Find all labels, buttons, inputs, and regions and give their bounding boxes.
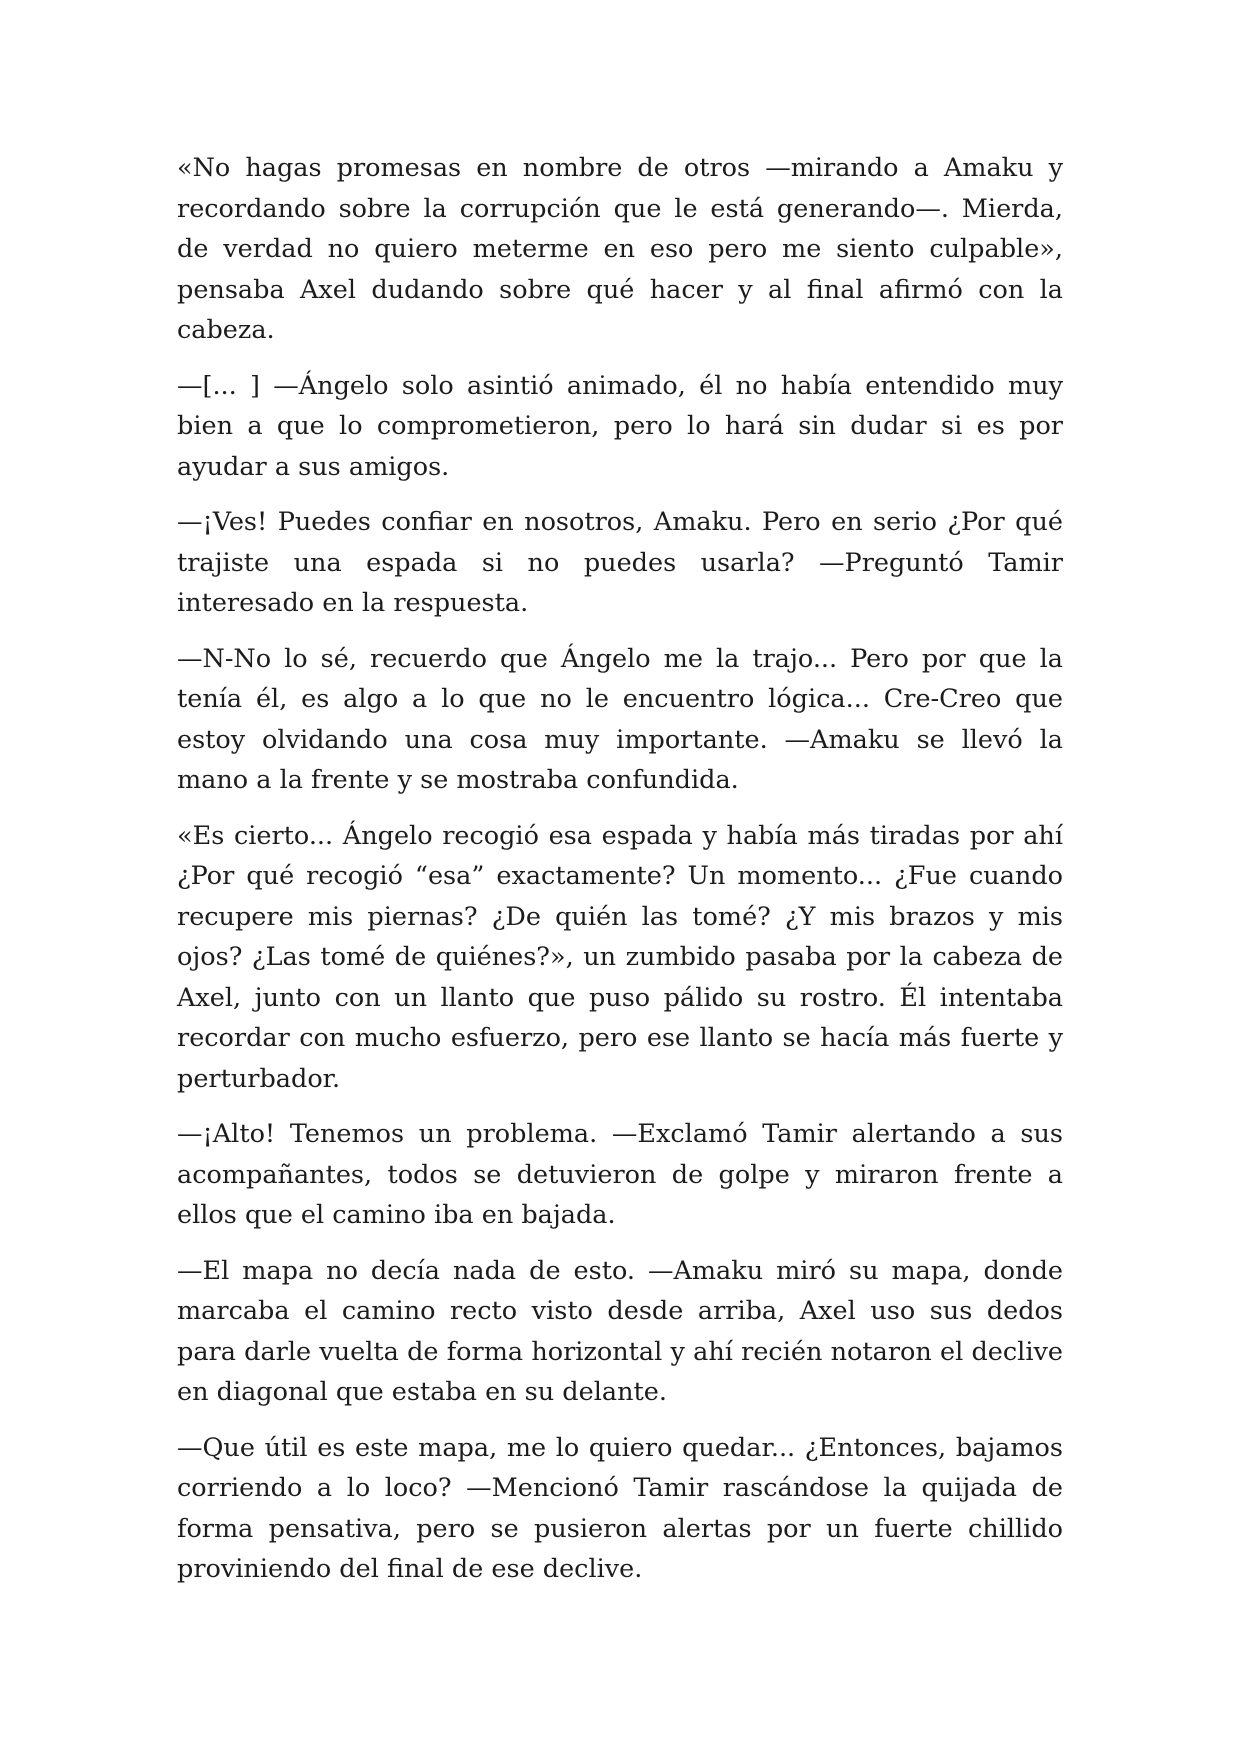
paragraph: «Es cierto... Ángelo recogió esa espada y había más tiradas por ahí ¿Por qué recogió “esa” exactamente? Un momento... ¿Fue cuando recupere mis piernas? ¿De quién las tomé? ¿Y mis brazos y mis ojos? ¿Las tomé de quiénes?», un zumbido pasaba por la cabeza de Axel, junto con un llanto que puso pálido su rostro. Él intentaba recordar con mucho esfuerzo, pero ese llanto se hacía más fuerte y perturbador. [177, 820, 1063, 1094]
paragraph: —N-No lo sé, recuerdo que Ángelo me la trajo... Pero por que la tenía él, es algo a lo que no le encuentro lógica... Cre-Creo que estoy olvidando una cosa muy importante. —Amaku se llevó la mano a la frente y se mostraba confundida. [177, 643, 1063, 795]
paragraph: «No hagas promesas en nombre de otros —mirando a Amaku y recordando sobre la corrupción que le está generando—. Mierda, de verdad no quiero meterme en eso pero me siento culpable», pensaba Axel dudando sobre qué hacer y al final afirmó con la cabeza. [177, 153, 1063, 345]
paragraph: —El mapa no decía nada de esto. —Amaku miró su mapa, donde marcaba el camino recto visto desde arriba, Axel uso sus dedos para darle vuelta de forma horizontal y ahí recién notaron el declive en diagonal que estaba en su delante. [177, 1255, 1063, 1407]
paragraph: —¡Ves! Puedes confiar en nosotros, Amaku. Pero en serio ¿Por qué trajiste una espada si no puedes usarla? —Preguntó Tamir interesado en la respuesta. [177, 507, 1063, 618]
paragraph: —[... ] —Ángelo solo asintió animado, él no había entendido muy bien a que lo comprometieron, pero lo hará sin dudar si es por ayudar a sus amigos. [177, 370, 1063, 482]
body-text [177, 148, 1063, 1605]
paragraph: —¡Alto! Tenemos un problema. —Exclamó Tamir alertando a sus acompañantes, todos se detuvieron de golpe y miraron frente a ellos que el camino iba en bajada. [177, 1119, 1063, 1230]
paragraph: —Que útil es este mapa, me lo quiero quedar... ¿Entonces, bajamos corriendo a lo loco? —Mencionó Tamir rascándose la quijada de forma pensativa, pero se pusieron alertas por un fuerte chillido proviniendo del final de ese declive. [177, 1432, 1063, 1584]
